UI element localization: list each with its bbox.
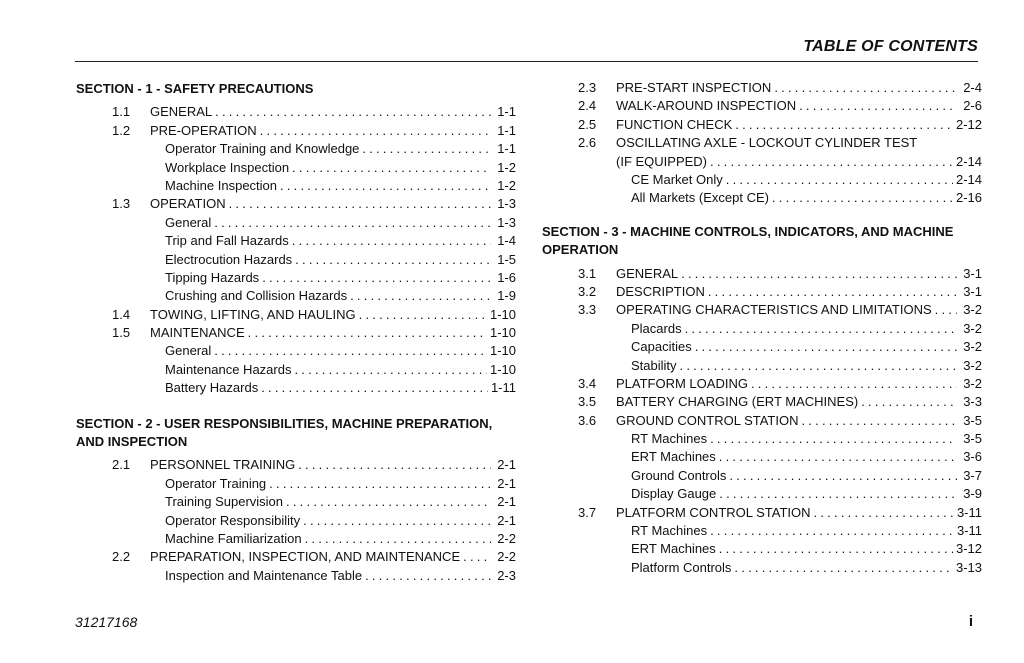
toc-entry-page: 1-1: [497, 104, 516, 120]
toc-entry-title: GROUND CONTROL STATION: [616, 412, 799, 428]
page-number: i: [968, 613, 973, 630]
toc-entry-page: 1-2: [497, 159, 516, 175]
toc-entry-number: 2.1: [112, 457, 131, 473]
toc-entry-page: 3-2: [963, 375, 982, 391]
toc-entry[interactable]: [76, 104, 516, 122]
toc-entry[interactable]: [76, 549, 516, 567]
toc-entry-title: Crushing and Collision Hazards: [165, 288, 348, 304]
dot-leader: [719, 486, 957, 501]
toc-entry-title: Capacities: [631, 339, 692, 355]
section-heading[interactable]: SECTION - 3 - MACHINE CONTROLS, INDICATORS, AND MACHINE OPERATION: [542, 223, 954, 258]
toc-entry[interactable]: [542, 266, 982, 284]
toc-entry-title: Battery Hazards: [165, 380, 259, 396]
toc-entry[interactable]: [76, 178, 516, 196]
page-title: TABLE OF CONTENTS: [803, 38, 978, 55]
toc-entry-page: 2-3: [497, 567, 516, 583]
toc-entry-title: Platform Controls: [631, 559, 732, 575]
toc-entry[interactable]: [76, 476, 516, 494]
toc-entry-page: 3-2: [963, 357, 982, 373]
toc-entry-title: Inspection and Maintenance Table: [165, 567, 363, 583]
toc-entry-page: 1-2: [497, 177, 516, 193]
dot-leader: [362, 141, 491, 156]
toc-entry-page: 2-12: [955, 116, 982, 132]
toc-entry-title: GENERAL: [616, 265, 679, 281]
toc-entry-page: 3-11: [956, 504, 982, 520]
toc-entry-title: Ground Controls: [631, 467, 727, 483]
toc-entry[interactable]: [542, 541, 982, 559]
toc-entry-page: 3-1: [963, 283, 982, 299]
toc-entry-page: 3-2: [963, 302, 982, 318]
toc-entry-title: Maintenance Hazards: [165, 361, 292, 377]
toc-entry-title: OPERATING CHARACTERISTICS AND LIMITATIONS: [616, 302, 932, 318]
toc-entry[interactable]: [76, 380, 516, 398]
dot-leader: [861, 394, 957, 409]
toc-entry-title: OPERATION: [150, 196, 226, 212]
dot-leader: [774, 80, 957, 95]
toc-entry-number: 3.2: [578, 283, 597, 299]
toc-right-column: [542, 80, 982, 578]
toc-entry-page: 1-6: [497, 269, 516, 285]
toc-entry-title: OSCILLATING AXLE - LOCKOUT CYLINDER TEST: [616, 135, 918, 151]
toc-entry-page: 3-2: [963, 320, 982, 336]
dot-leader: [292, 233, 491, 248]
toc-entry-number: 2.6: [578, 135, 597, 151]
toc-entry-page: 2-1: [497, 457, 516, 473]
dot-leader: [710, 431, 957, 446]
toc-entry[interactable]: [542, 505, 982, 523]
toc-entry-title: BATTERY CHARGING (ERT MACHINES): [616, 394, 859, 410]
dot-leader: [280, 178, 491, 193]
toc-entry-title: Tipping Hazards: [165, 269, 260, 285]
toc-entry-page: 1-3: [497, 214, 516, 230]
toc-entry-title: Operator Training and Knowledge: [165, 141, 360, 157]
toc-entry-title: ERT Machines: [631, 541, 716, 557]
toc-entry[interactable]: [76, 196, 516, 214]
toc-entry-number: 2.5: [578, 116, 597, 132]
toc-entry-page: 1-10: [489, 306, 516, 322]
toc-entry[interactable]: [76, 141, 516, 159]
toc-entry[interactable]: [76, 215, 516, 233]
toc-entry-page: 2-14: [955, 171, 982, 187]
toc-entry-page: 2-1: [497, 475, 516, 491]
toc-entry[interactable]: [542, 376, 982, 394]
dot-leader: [262, 270, 491, 285]
dot-leader: [295, 252, 491, 267]
dot-leader: [695, 339, 957, 354]
toc-entry[interactable]: [76, 494, 516, 512]
toc-entry[interactable]: [76, 270, 516, 288]
toc-entry[interactable]: [542, 413, 982, 431]
dot-leader: [935, 302, 957, 317]
dot-leader: [710, 154, 953, 169]
toc-entry-title: Stability: [631, 357, 677, 373]
document-number: 31217168: [75, 614, 138, 630]
toc-entry-page: 1-4: [497, 233, 516, 249]
toc-entry-title: PLATFORM CONTROL STATION: [616, 504, 811, 520]
dot-leader: [269, 476, 491, 491]
toc-entry-page: 1-10: [489, 325, 516, 341]
dot-leader: [294, 362, 487, 377]
toc-entry-title: General: [165, 343, 212, 359]
toc-entry-number: 3.6: [578, 412, 597, 428]
toc-entry-page: 1-1: [497, 141, 516, 157]
toc-entry-title: PLATFORM LOADING: [616, 375, 748, 391]
toc-entry-title: PREPARATION, INSPECTION, AND MAINTENANCE: [150, 549, 461, 565]
toc-entry-page: 3-5: [963, 431, 982, 447]
toc-entry-page: 3-1: [963, 265, 982, 281]
toc-entry[interactable]: [542, 449, 982, 467]
dot-leader: [215, 104, 491, 119]
toc-entry[interactable]: [542, 135, 982, 153]
toc-entry-page: 2-14: [955, 153, 982, 169]
toc-entry-title: TOWING, LIFTING, AND HAULING: [150, 306, 356, 322]
dot-leader: [303, 513, 491, 528]
toc-entry-number: 1.2: [112, 122, 131, 138]
toc-entry-title: FUNCTION CHECK: [616, 116, 733, 132]
toc-entry-title: PERSONNEL TRAINING: [150, 457, 296, 473]
dot-leader: [719, 541, 953, 556]
toc-entry-title: All Markets (Except CE): [631, 190, 769, 206]
dot-leader: [751, 376, 957, 391]
dot-leader: [685, 321, 957, 336]
dot-leader: [719, 449, 957, 464]
toc-entry[interactable]: [542, 154, 982, 172]
toc-entry[interactable]: [542, 431, 982, 449]
toc-entry-title: Workplace Inspection: [165, 159, 290, 175]
toc-entry-title: WALK-AROUND INSPECTION: [616, 98, 797, 114]
dot-leader: [708, 284, 957, 299]
toc-entry[interactable]: [542, 394, 982, 412]
toc-entry-page: 1-1: [497, 122, 516, 138]
toc-entry-title: GENERAL: [150, 104, 213, 120]
toc-entry-title: ERT Machines: [631, 449, 716, 465]
toc-entry[interactable]: [542, 80, 982, 98]
toc-entry-page: 1-10: [489, 343, 516, 359]
toc-entry-title: Machine Inspection: [165, 177, 278, 193]
toc-entry-title: Machine Familiarization: [165, 531, 302, 547]
dot-leader: [248, 325, 487, 340]
dot-leader: [729, 468, 957, 483]
toc-entry-page: 2-2: [497, 549, 516, 565]
dot-leader: [735, 117, 953, 132]
dot-leader: [359, 307, 487, 322]
toc-entry[interactable]: [542, 98, 982, 116]
toc-entry[interactable]: [542, 358, 982, 376]
dot-leader: [681, 266, 957, 281]
toc-entry[interactable]: [542, 339, 982, 357]
dot-leader: [680, 358, 957, 373]
toc-entry-number: 3.5: [578, 394, 597, 410]
toc-entry-page: 3-3: [963, 394, 982, 410]
toc-entry[interactable]: [76, 362, 516, 380]
toc-entry-page: 1-11: [490, 380, 516, 396]
dot-leader: [799, 98, 957, 113]
toc-entry-page: 2-16: [955, 190, 982, 206]
dot-leader: [261, 380, 488, 395]
toc-entry-page: 3-5: [963, 412, 982, 428]
dot-leader: [298, 457, 491, 472]
toc-entry[interactable]: [542, 560, 982, 578]
toc-entry-title: (IF EQUIPPED): [616, 153, 708, 169]
toc-entry-number: 2.3: [578, 80, 597, 95]
toc-entry-page: 1-5: [497, 251, 516, 267]
toc-entry-title: MAINTENANCE: [150, 325, 245, 341]
toc-entry-title: RT Machines: [631, 431, 708, 447]
toc-entry-title: Display Gauge: [631, 486, 717, 502]
toc-entry[interactable]: [76, 160, 516, 178]
toc-entry[interactable]: [542, 302, 982, 320]
toc-entry-title: Operator Training: [165, 475, 267, 491]
toc-entry-number: 2.4: [578, 98, 597, 114]
dot-leader: [463, 549, 491, 564]
toc-entry-title: Operator Responsibility: [165, 512, 301, 528]
dot-leader: [214, 343, 487, 358]
toc-entry[interactable]: [76, 325, 516, 343]
toc-entry[interactable]: [542, 117, 982, 135]
toc-left-column: [76, 80, 516, 586]
section-heading[interactable]: SECTION - 2 - USER RESPONSIBILITIES, MACHINE PREPARATION, AND INSPECTION: [76, 415, 493, 450]
toc-entry-title: RT Machines: [631, 523, 708, 539]
toc-entry[interactable]: [76, 307, 516, 325]
toc-entry-number: 1.3: [112, 196, 131, 212]
toc-entry-title: Trip and Fall Hazards: [165, 233, 289, 249]
toc-entry[interactable]: [542, 321, 982, 339]
toc-entry-page: 2-1: [497, 512, 516, 528]
section-heading[interactable]: SECTION - 1 - SAFETY PRECAUTIONS: [76, 81, 314, 96]
toc-entry-title: PRE-OPERATION: [150, 122, 257, 138]
toc-entry[interactable]: [542, 486, 982, 504]
toc-entry[interactable]: [76, 343, 516, 361]
toc-entry-title: General: [165, 214, 212, 230]
toc-entry-page: 3-7: [963, 467, 982, 483]
toc-entry-number: 3.1: [578, 265, 597, 281]
toc-entry-page: 2-6: [963, 98, 982, 114]
toc-entry-number: 3.7: [578, 504, 597, 520]
dot-leader: [305, 531, 491, 546]
toc-entry[interactable]: [542, 468, 982, 486]
toc-entry-page: 2-1: [497, 494, 516, 510]
toc-entry[interactable]: [76, 457, 516, 475]
dot-leader: [229, 196, 491, 211]
dot-leader: [801, 413, 957, 428]
toc-entry-page: 3-9: [963, 486, 982, 502]
toc-entry[interactable]: [76, 288, 516, 306]
toc-entry-title: PRE-START INSPECTION: [616, 80, 772, 95]
toc-entry[interactable]: [76, 252, 516, 270]
dot-leader: [772, 190, 953, 205]
dot-leader: [286, 494, 491, 509]
toc-entry-title: DESCRIPTION: [616, 283, 705, 299]
dot-leader: [350, 288, 491, 303]
toc-entry-number: 3.3: [578, 302, 597, 318]
toc-entry-page: 3-11: [956, 523, 982, 539]
toc-entry-number: 1.4: [112, 306, 131, 322]
toc-entry[interactable]: [542, 284, 982, 302]
toc-entry[interactable]: [76, 233, 516, 251]
dot-leader: [710, 523, 954, 538]
toc-entry-title: Training Supervision: [165, 494, 284, 510]
dot-leader: [814, 505, 954, 520]
toc-entry[interactable]: [76, 123, 516, 141]
toc-entry-title: Placards: [631, 320, 682, 336]
dot-leader: [214, 215, 491, 230]
toc-entry-number: 2.2: [112, 549, 131, 565]
toc-entry[interactable]: [542, 523, 982, 541]
toc-entry[interactable]: [76, 568, 516, 586]
toc-entry-page: 3-12: [955, 541, 982, 557]
toc-entry-number: 1.1: [112, 104, 131, 120]
toc-entry-page: 2-2: [497, 531, 516, 547]
toc-entry-title: CE Market Only: [631, 171, 723, 187]
dot-leader: [365, 568, 491, 583]
dot-leader: [734, 560, 953, 575]
dot-leader: [726, 172, 953, 187]
dot-leader: [292, 160, 491, 175]
dot-leader: [260, 123, 491, 138]
header-divider: [75, 61, 978, 62]
toc-entry[interactable]: [542, 190, 982, 208]
toc-entry-page: 3-2: [963, 339, 982, 355]
toc-entry[interactable]: [542, 172, 982, 190]
toc-entry-page: 3-13: [955, 559, 982, 575]
toc-entry-title: Electrocution Hazards: [165, 251, 293, 267]
toc-entry-page: 1-3: [497, 196, 516, 212]
toc-entry[interactable]: [76, 513, 516, 531]
toc-entry-page: 2-4: [963, 80, 982, 95]
toc-entry-number: 3.4: [578, 375, 597, 391]
toc-entry-page: 1-9: [497, 288, 516, 304]
toc-entry[interactable]: [76, 531, 516, 549]
toc-entry-number: 1.5: [112, 325, 131, 341]
toc-entry-page: 3-6: [963, 449, 982, 465]
toc-entry-page: 1-10: [489, 361, 516, 377]
